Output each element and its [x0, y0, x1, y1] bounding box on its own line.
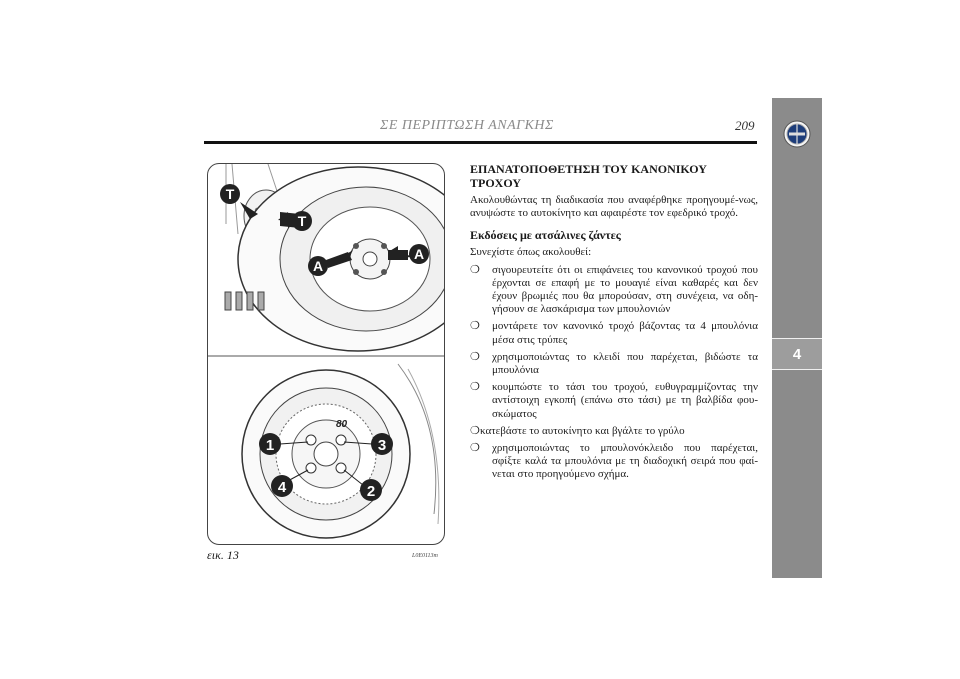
list-item: ❍ σιγουρευτείτε ότι οι επιφάνειες του κανονικού τροχού που έρχονται σε επαφή με το μουαγιέ είναι καθαρές και δεν έχουν βρωμιές που θα μπορούσαν, στη συνέχεια, να οδη-γήσουν σε λασκάρισμα των μπουλονιών: [470, 263, 758, 316]
article-content: [470, 162, 758, 486]
label-step-2: 2: [366, 483, 376, 500]
figure-caption: εικ. 13: [207, 548, 239, 562]
tyre-mark-80: 80: [336, 419, 348, 430]
wheel-illustration: [207, 163, 445, 545]
figure-code: L0E0113m: [412, 553, 438, 559]
list-item: ❍ κατεβάστε το αυτοκίνητο και βγάλτε το γρύλο: [470, 424, 685, 437]
label-a-1: A: [312, 258, 324, 274]
bottom-panel: [242, 364, 439, 538]
label-step-4: 4: [277, 479, 287, 496]
lead-paragraph: Συνεχίστε όπως ακολουθεί:: [470, 246, 592, 259]
top-panel: [208, 164, 444, 356]
label-step-1: 1: [265, 437, 275, 454]
label-step-3: 3: [377, 437, 387, 454]
chapter-number: 4: [772, 338, 822, 370]
label-a-2: A: [413, 246, 425, 262]
list-item: ❍ χρησιμοποιώντας το κλειδί που παρέχεται, βιδώστε τα μπουλόνια: [470, 350, 758, 377]
label-t-1: T: [225, 186, 235, 202]
lancia-shield-icon: [783, 120, 811, 148]
label-t-2: T: [297, 213, 307, 229]
page-number: 209: [735, 118, 755, 133]
wheel-bolts-icon: [225, 292, 264, 310]
chapter-sidebar: [772, 98, 822, 578]
list-item: ❍ κουμπώστε το τάσι του τροχού, ευθυγραμμίζοντας την αντίστοιχη εγκοπή (επάνω στο τάσι) με τη βαλβίδα φου-σκώματος: [470, 381, 758, 420]
list-item: ❍ χρησιμοποιώντας το μπουλονόκλειδο που παρέχεται, σφίξτε καλά τα μπουλόνια με τη διαδοχική σειρά που φαί-νεται στο προηγούμενο σχήμα.: [470, 442, 758, 481]
intro-paragraph: Ακολουθώντας τη διαδικασία που αναφέρθηκε προηγουμέ-νως, ανυψώστε το αυτοκίνητο και αφαιρέστε τον εφεδρικό τροχό.: [470, 194, 758, 220]
subsection-heading: Εκδόσεις με ατσάλινες ζάντες: [470, 228, 621, 243]
section-heading: ΕΠΑΝΑΤΟΠΟΘΕΤΗΣΗ ΤΟΥ ΚΑΝΟΝΙΚΟΥ ΤΡΟΧΟΥ: [470, 162, 707, 190]
header-rule: [204, 141, 757, 144]
list-item: ❍ μοντάρετε τον κανονικό τροχό βάζοντας τα 4 μπουλόνια μέσα στις τρύπες: [470, 320, 758, 346]
running-header-title: ΣΕ ΠΕΡΙΠΤΩΣΗ ΑΝΑΓΚΗΣ: [380, 118, 554, 133]
